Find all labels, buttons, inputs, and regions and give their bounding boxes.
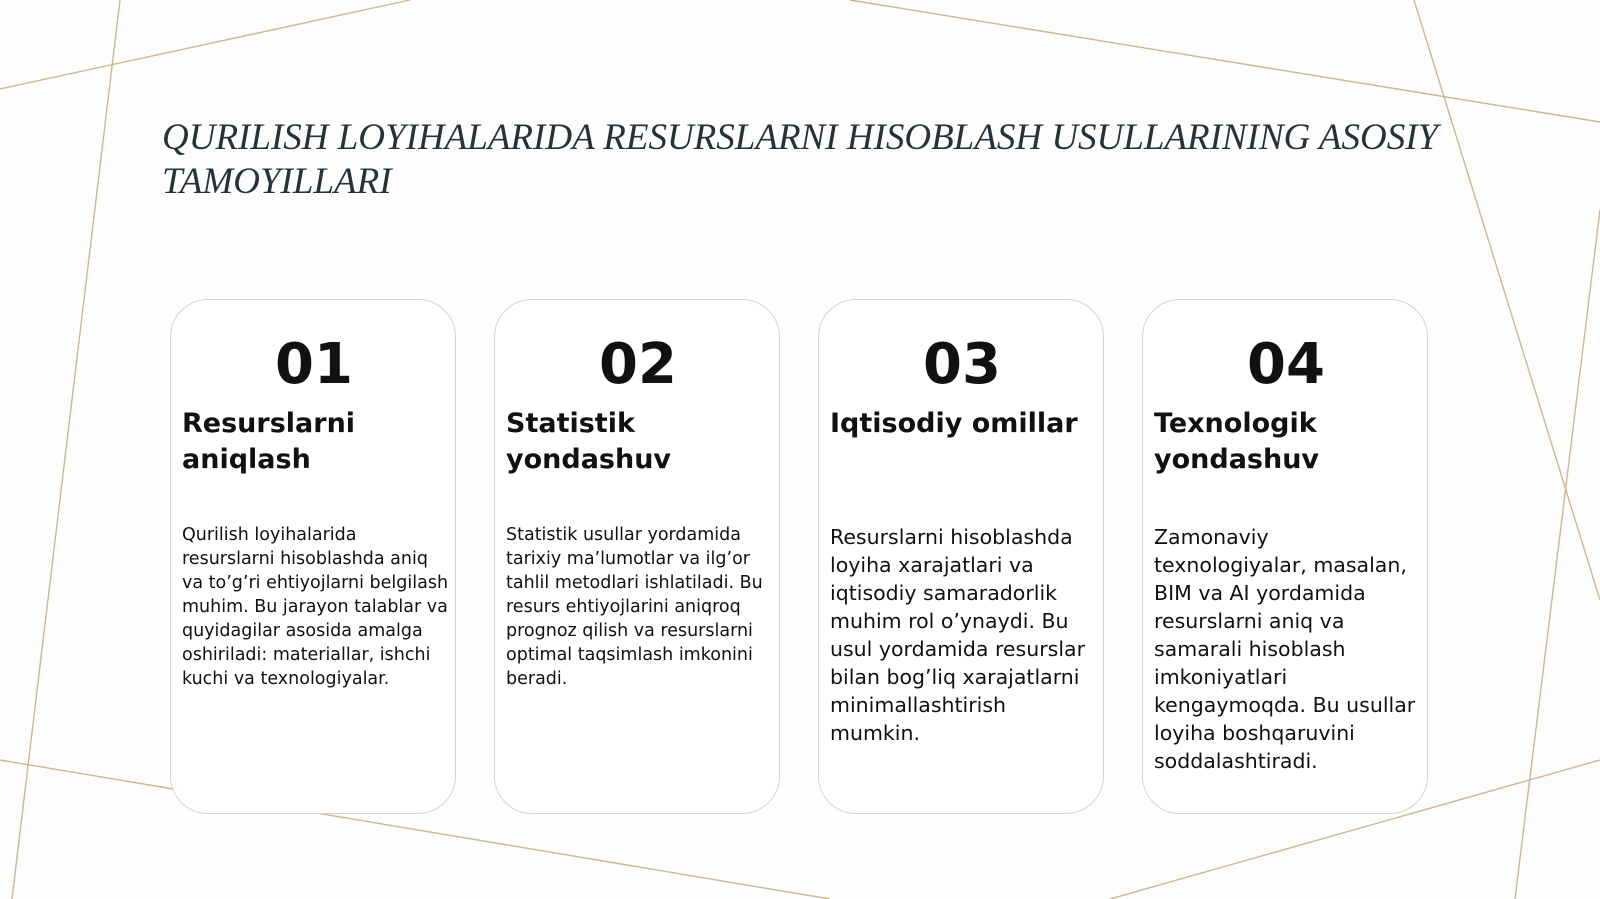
card-heading: Texnologik yondashuv xyxy=(1154,408,1320,475)
deco-line-top-right-diagonal xyxy=(850,0,1600,122)
card-number: 04 xyxy=(1247,332,1325,397)
card-resurslarni-aniqlash xyxy=(170,299,456,814)
card-statistik-yondashuv xyxy=(494,299,780,814)
deco-line-right-steep xyxy=(1414,0,1600,600)
deco-line-top-left-diagonal xyxy=(0,0,410,89)
slide-title: QURILISH LOYIHALARIDA RESURSLARNI HISOBLASH USULLARINING ASOSIY TAMOYILLARI xyxy=(162,117,1439,202)
card-text: Zamonaviy texnologiyalar, masalan, BIM va AI yordamida resurslarni aniq va samarali hisoblash imkoniyatlari kengaymoqda. Bu usullar loyiha boshqaruvini soddalashtiradi. xyxy=(1154,525,1416,773)
card-heading: Statistik yondashuv xyxy=(506,408,672,475)
card-iqtisodiy-omillar xyxy=(818,299,1104,814)
card-text: Qurilish loyihalarida resurslarni hisoblashda aniq va to’g’ri ehtiyojlarni belgilash muhim. Bu jarayon talablar va quyidagilar asosida amalga oshiriladi: materiallar, ishchi kuchi va texnologiyalar. xyxy=(182,525,449,689)
card-texnologik-yondashuv xyxy=(1142,299,1428,814)
deco-line-right-vertical xyxy=(1515,210,1600,899)
card-number: 03 xyxy=(923,332,1001,397)
card-heading: Resurslarni aniqlash xyxy=(182,408,356,475)
card-number: 01 xyxy=(275,332,353,397)
card-heading: Iqtisodiy omillar xyxy=(830,408,1078,439)
card-text: Resurslarni hisoblashda loyiha xarajatlari va iqtisodiy samaradorlik muhim rol o’ynaydi. Bu usul yordamida resurslar bilan bog’liq xarajatlarni minimallashtirish mumkin. xyxy=(830,525,1086,745)
card-number: 02 xyxy=(599,332,677,397)
card-text: Statistik usullar yordamida tarixiy ma’lumotlar va ilg’or tahlil metodlari ishlatiladi. Bu resurs ehtiyojlarini aniqroq prognoz qilish va resurslarni optimal taqsimlash imkonini beradi. xyxy=(506,525,763,689)
